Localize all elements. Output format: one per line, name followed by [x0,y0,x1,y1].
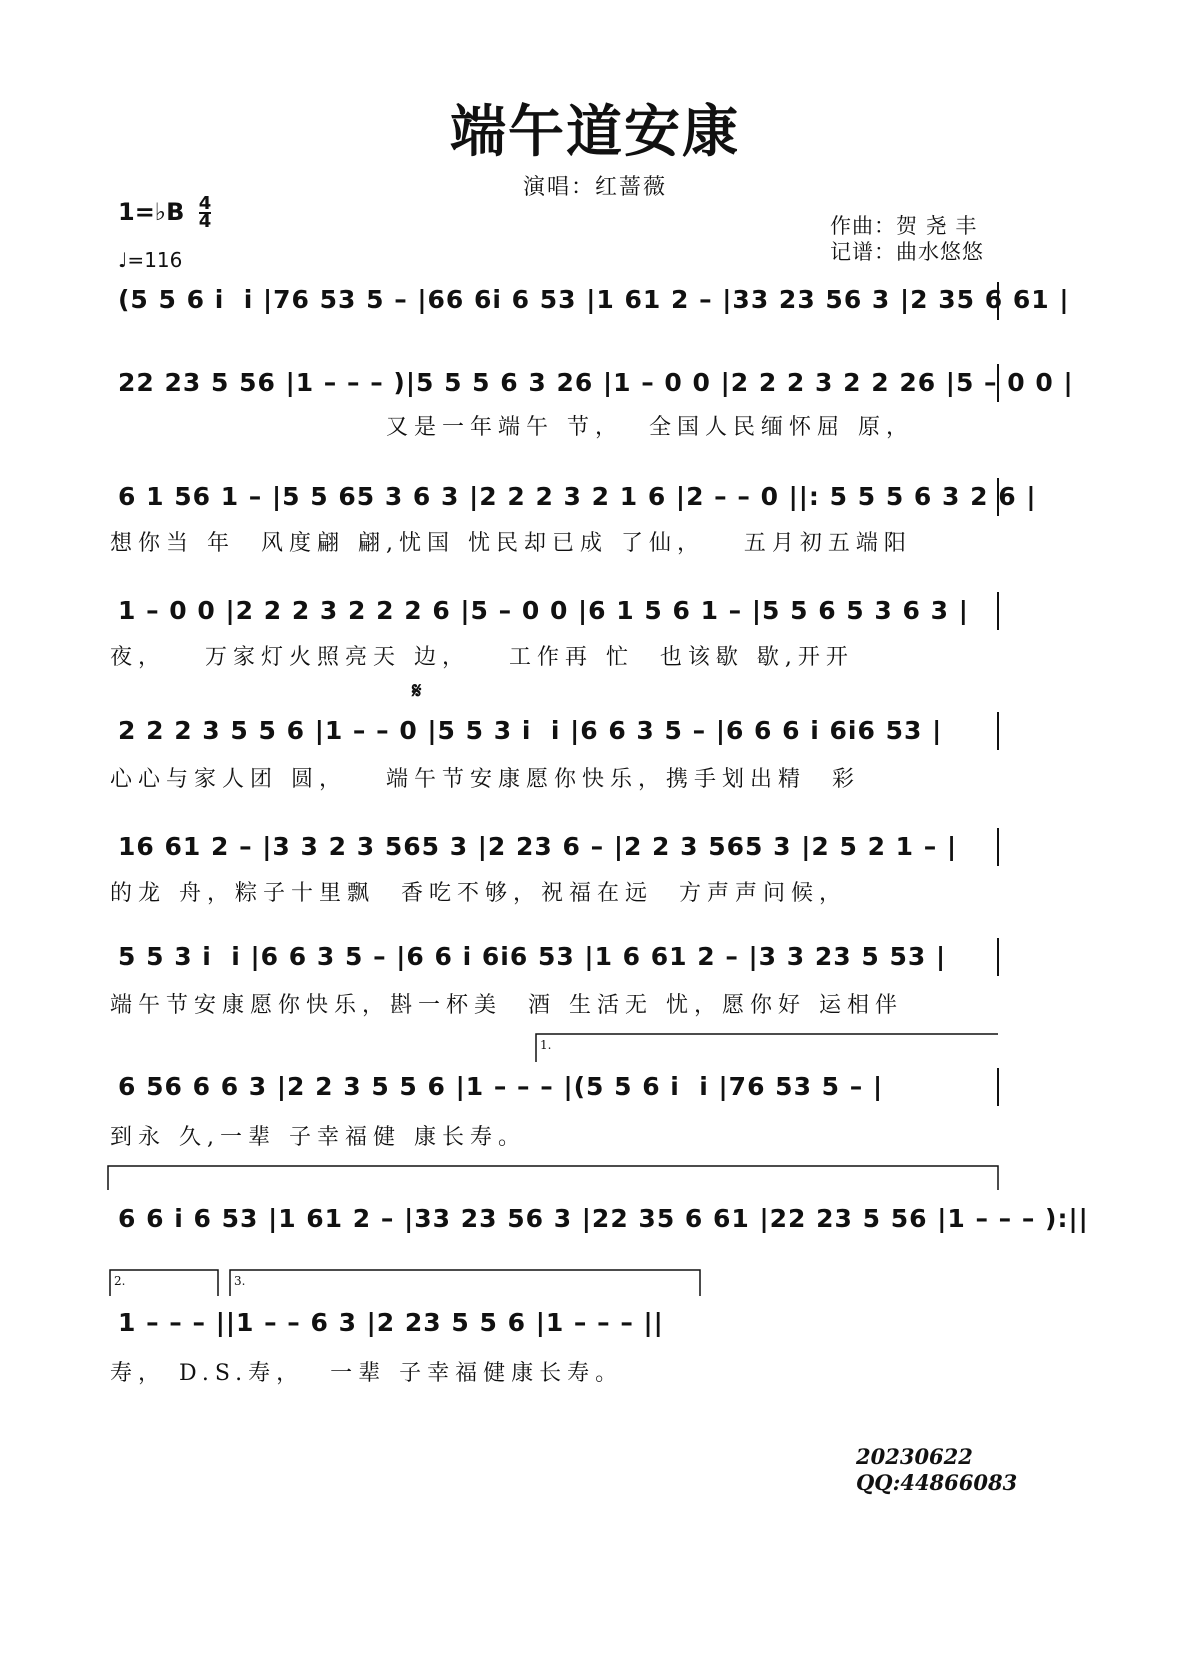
lyrics-line: 的龙 舟，粽子十里飘 香吃不够，祝福在远 方声声问候， [110,881,847,906]
time-bottom: 4 [198,211,212,232]
volta-1-bracket [536,1034,998,1062]
volta-3-label: 3. [234,1274,246,1288]
lyrics-line: 想你当 年 风度翩 翩,忧国 忧民却已成 了仙， 五月初五端阳 [110,531,912,556]
notes-line: (5 5 6 i i |76 53 5 – |66 6i 6 53 |1 61 2 – |33 23 56 3 |2 35 6 61 | [118,285,1070,314]
notes-line: 6 6 i 6 53 |1 61 2 – |33 23 56 3 |22 35 6 61 |22 23 5 56 |1 – – – ):|| [118,1204,1089,1233]
volta-3-bracket [230,1270,700,1296]
volta-1-label: 1. [540,1038,552,1052]
volta-2-bracket [110,1270,218,1296]
notes-line: 22 23 5 56 |1 – – – )|5 5 5 6 3 26 |1 – 0 0 |2 2 2 3 2 2 26 |5 – 0 0 | [118,368,1074,397]
lyrics-line: 端午节安康愿你快乐，斟一杯美 酒 生活无 忧，愿你好 运相伴 [110,993,903,1018]
notes-line: 2 2 2 3 5 5 6 |1 – – 0 |5 5 3 i i |6 6 3 5 – |6 6 6 i 6i6 53 | [118,716,943,745]
tempo-mark: ♩=116 [118,248,183,272]
singer-credit: 演唱：红蔷薇 [522,175,667,200]
segno-sign: 𝄋 [412,678,422,704]
key-label: 1=♭B [118,198,185,226]
lyrics-line: 寿， D.S.寿， 一辈 子幸福健康长寿。 [110,1361,624,1386]
song-title: 端午道安康 [450,99,740,165]
time-top: 4 [198,193,212,214]
lyrics-line: 夜， 万家灯火照亮天 边， 工作再 忙 也该歇 歇,开开 [110,645,854,670]
lyrics-line: 心心与家人团 圆， 端午节安康愿你快乐，携手划出精 彩 [110,767,860,792]
date-stamp: 20230622 [856,1444,973,1469]
notes-line: 1 – – – ||1 – – 6 3 |2 23 5 5 6 |1 – – – || [118,1308,664,1337]
lyrics-line: 到永 久,一辈 子幸福健 康长寿。 [110,1125,526,1150]
composer-credit: 作曲：贺 尧 丰 [830,214,978,238]
notes-line: 1 – 0 0 |2 2 2 3 2 2 2 6 |5 – 0 0 |6 1 5 6 1 – |5 5 6 5 3 6 3 | [118,596,969,625]
notes-line: 5 5 3 i i |6 6 3 5 – |6 6 i 6i6 53 |1 6 61 2 – |3 3 23 5 53 | [118,942,947,971]
notation-credit: 记谱：曲水悠悠 [830,240,984,264]
notes-line: 6 56 6 6 3 |2 2 3 5 5 6 |1 – – – |(5 5 6 i i |76 53 5 – | [118,1072,884,1101]
lyrics-line: 又是一年端午 节， 全国人民缅怀屈 原， [386,415,914,440]
notes-line: 16 61 2 – |3 3 2 3 565 3 |2 23 6 – |2 2 3 565 3 |2 5 2 1 – | [118,832,958,861]
volta-1-continuation [108,1166,998,1190]
notes-line: 6 1 56 1 – |5 5 65 3 6 3 |2 2 2 3 2 1 6 |2 – – 0 ||: 5 5 5 6 3 2 6 | [118,482,1037,511]
volta-2-label: 2. [114,1274,126,1288]
qq-contact: QQ:44866083 [856,1470,1018,1495]
